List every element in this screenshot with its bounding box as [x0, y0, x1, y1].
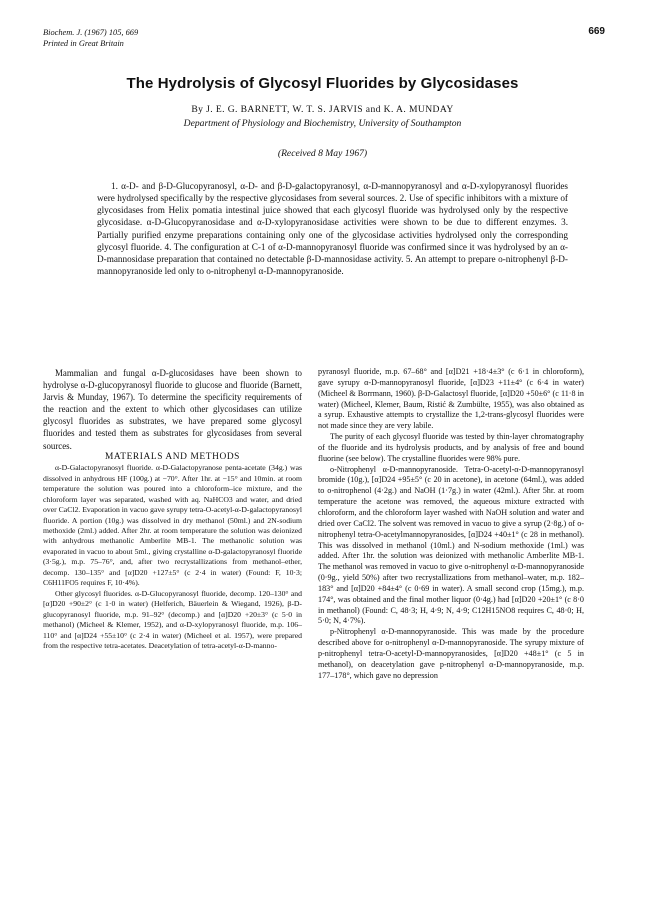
left-column [43, 367, 302, 651]
galactopyranosyl-fluoride-paragraph: α-D-Galactopyranosyl fluoride. α-D-Galactopyranose penta-acetate (34g.) was dissolved in anhydrous HF (100g.) at −70°. After 1hr. at −15° and 10min. at room temperature the solution was poured into a chloroform–ice mixture, and the chloroform layer was separated, washed with aq. NaHCO3 and water, and dried over CaCl2. Evaporation in vacuo gave syrupy tetra-O-acetyl-α-D-galactopyranosyl fluoride. A portion (10g.) was dissolved in dry methanol (50ml.) and 2N-sodium methoxide (2ml.) added. After 2hr. at room temperature the solution was deionized with anhydrous methanolic Amberlite MB-1. The methanolic solution was evaporated in vacuo to about 5ml., giving crystalline α-D-galactopyranosyl fluoride (3·5g.), m.p. 75–76°, and, after two recrystallizations from methanol–ether, decomp. 130–135° and [α]D20 +127±5° (c 2·4 in water) (Found: F, 10·3; C6H11FO5 requires F, 10·4%). [43, 463, 302, 588]
page-number: 669 [588, 26, 605, 37]
introduction-paragraph: Mammalian and fungal α-D-glucosidases have been shown to hydrolyse α-D-glucopyranosyl fluoride to glucose and fluoride (Barnett, Jarvis & Munday, 1967). To determine the specificity requirements of the reaction and the extent to which other glycosidases can utilize glycosyl fluorides as substrates, we have prepared some glycosyl fluorides and tested them as substrates for glycosidases from several sources. [43, 368, 302, 451]
article-authors: By J. E. G. BARNETT, W. T. S. JARVIS and K. A. MUNDAY [191, 104, 454, 115]
mannopyranosyl-fluoride-paragraph: pyranosyl fluoride, m.p. 67–68° and [α]D21 +18·4±3° (c 6·1 in chloroform), gave syrupy α-D-mannopyranosyl fluoride, [α]D23 +11±4° (c 6·4 in water) (Micheel & Borrmann, 1960). β-D-Galactosyl fluoride, [α]D20 +50±6° (c 11·8 in water) (Micheel, Klemer, Baum, Ristić & Zumbülte, 1955), was also obtained as a syrup. Exhaustive attempts to crystallize the 1,2-trans-glycosyl fluorides were not made since they are very labile. [318, 367, 584, 431]
other-glycosyl-fluorides-paragraph: Other glycosyl fluorides. α-D-Glucopyranosyl fluoride, decomp. 120–130° and [α]D20 +90±2° (c 1·0 in water) (Helferich, Bäuerlein & Wiegand, 1926), β-D-glucopyranosyl fluoride, m.p. 91–92° (decomp.) and [α]D20 +20±3° (c 5·0 in methanol) (Micheel & Klemer, 1952), and α-D-xylopyranosyl fluoride, m.p. 106–110° and [α]D24 +55±10° (c 2·4 in water) (Micheel et al. 1957), were prepared from the respective tetra-acetates. Deacetylation of tetra-acetyl-α-D-manno- [43, 588, 302, 650]
purity-paragraph: The purity of each glycosyl fluoride was tested by thin-layer chromatography of the fluoride and its hydrolysis products, and by analysis of free and bound fluorine (see below). The crystalline fluorides were 98% pure. [318, 432, 584, 463]
abstract [97, 180, 568, 277]
printed-in: Printed in Great Britain [43, 39, 124, 48]
article-affiliation: Department of Physiology and Biochemistry, University of Southampton [183, 118, 462, 129]
section-heading: MATERIALS AND METHODS [105, 451, 240, 462]
p-nitrophenyl-paragraph: p-Nitrophenyl α-D-mannopyranoside. This was made by the procedure described above for o-nitrophenyl α-D-mannopyranoside. The syrupy mixture of p-nitrophenyl tetra-O-acetyl-D-mannopyranosides, [α]D20 +48±1° (c 5 in methanol), on deacetylation gave p-nitrophenyl α-D-mannopyranoside, m.p. 177–178°, which gave no depression [318, 627, 584, 680]
right-column [318, 367, 584, 681]
received-date: (Received 8 May 1967) [277, 148, 368, 159]
journal-header [43, 27, 138, 49]
article-title: The Hydrolysis of Glycosyl Fluorides by Glycosidases [126, 75, 519, 92]
o-nitrophenyl-paragraph: o-Nitrophenyl α-D-mannopyranoside. Tetra-O-acetyl-α-D-mannopyranosyl bromide (10g.), [α]D24 +95±5° (c 20 in acetone), in acetone (64ml.), was added to o-nitrophenol (4·2g.) and NaOH (1·7g.) in water (42ml.). After 5hr. at room temperature the acetone was removed, the aqueous mixture extracted with chloroform, and the chloroform layer washed with NaOH solution and water and dried over CaCl2. The solvent was removed in vacuo to give a syrup (2·8g.) of o-nitrophenyl tetra-O-acetylmannopyranosides, [α]D24 +40±1° (c 28 in methanol). This was dissolved in methanol (10ml.) and N-sodium methoxide (1ml.) was added. After 1hr. the solution was deionized with methanolic Amberlite MB-1. The methanol was removed in vacuo to give o-nitrophenyl α-D-mannopyranoside (0·9g., yield 50%) after two recrystallizations from methanol–water, m.p. 182–183° and [α]D20 +84±4° (c 0·69 in water). A small second crop (15mg.), m.p. 174°, was obtained and the final mother liquor (0·4g.) had [α]D20 +20±1° (c 8·0 in methanol) (Found: C, 48·3; H, 4·9; N, 4·9; C12H15NO8 requires C, 48·0; H, 5·0; N, 4·7%). [318, 464, 584, 626]
abstract-text: 1. α-D- and β-D-Glucopyranosyl, α-D- and β-D-galactopyranosyl, α-D-mannopyranosyl and α-D-xylopyranosyl fluorides were hydrolysed specifically by the respective glycosidases from several sources. 2. Use of specific inhibitors with a mixture of glycosidases from Helix pomatia intestinal juice showed that each glycosyl fluoride was hydrolysed only by the respective glycosidase. α-D-Glucopyranosidase and α-D-xylopyranosidase activities were shown to be due to different enzymes. 3. Partially purified enzyme preparations containing only one of the glycosidase activities hydrolysed only the corresponding glycosyl fluoride. 4. The configuration at C-1 of α-D-mannopyranosyl fluoride was confirmed since it was hydrolysed by an α-D-mannosidase preparation that contained no detectable β-D-mannosidase activity. 5. An attempt to prepare o-nitrophenyl β-D-mannopyranoside led only to o-nitrophenyl α-D-mannopyranoside. [97, 181, 568, 277]
journal-citation: Biochem. J. (1967) 105, 669 [43, 28, 139, 37]
